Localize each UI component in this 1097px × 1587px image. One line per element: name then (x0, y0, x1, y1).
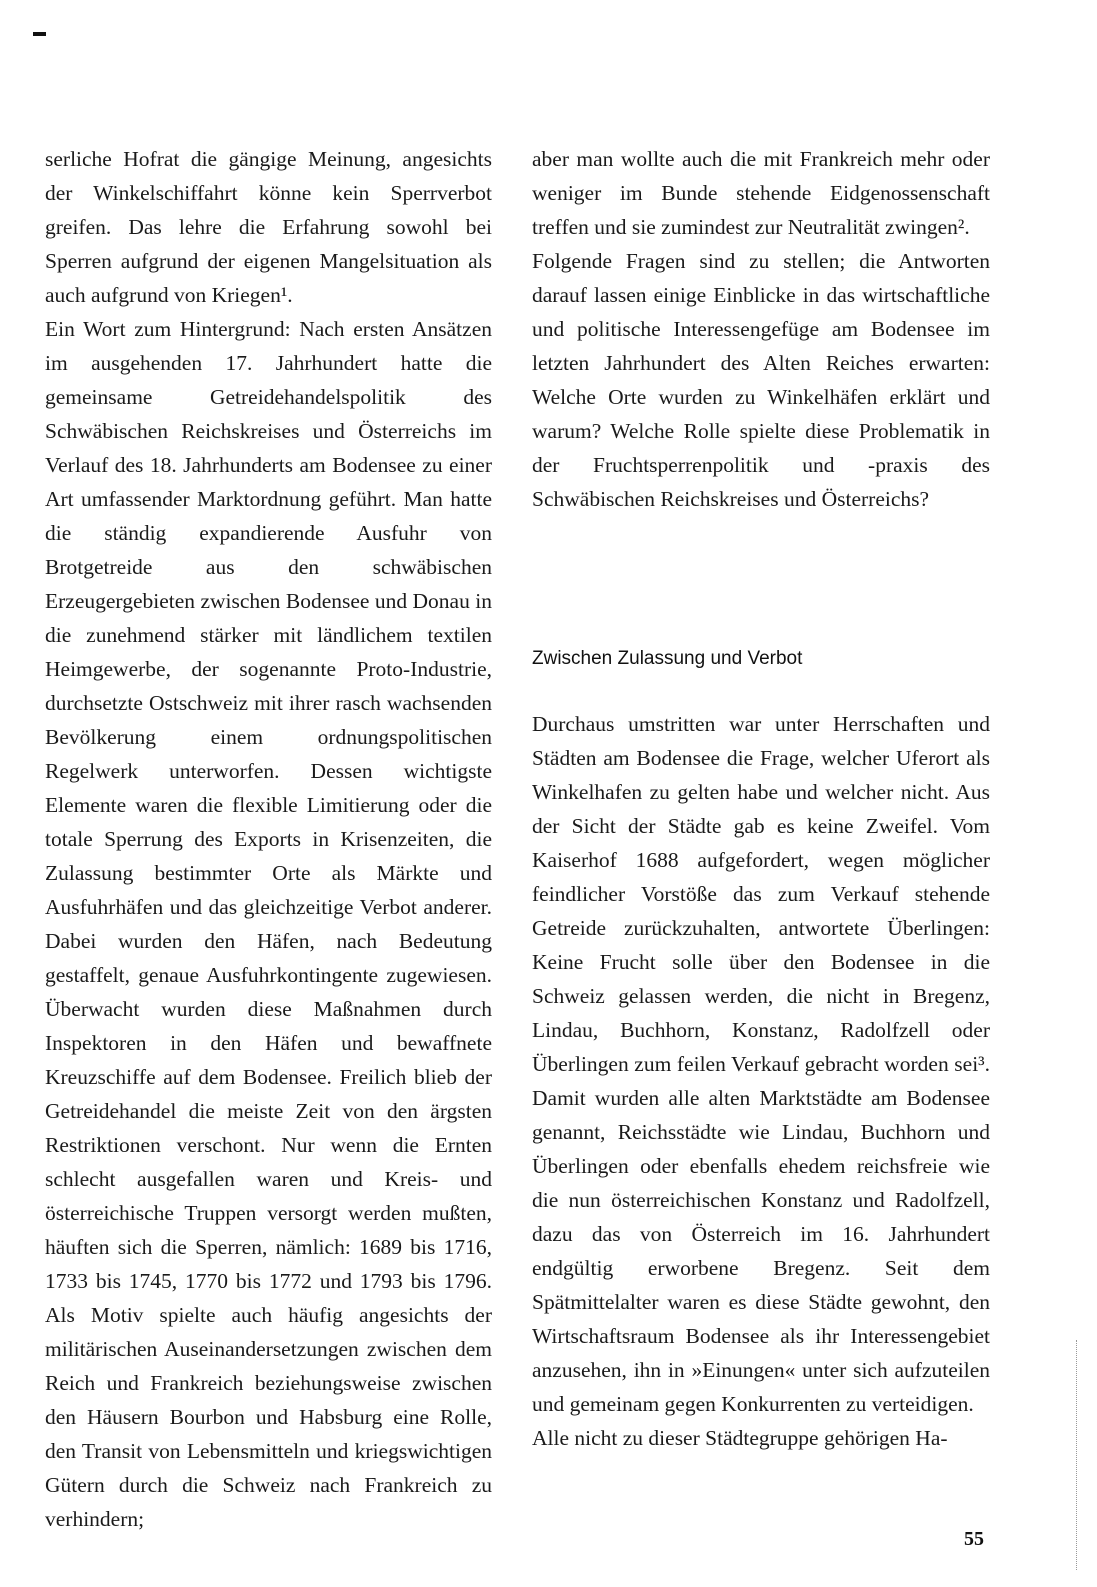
scan-edge-line (1076, 1340, 1078, 1570)
paragraph: serliche Hofrat die gängige Meinung, angesichts der Winkelschiffahrt könne kein Sperrverbot greifen. Das lehre die Erfahrung sowohl bei Sperren aufgrund der eigenen Mangelsituation als auch aufgrund von Kriegen¹. (45, 147, 492, 307)
paragraph: Folgende Fragen sind zu stellen; die Antworten darauf lassen einige Einblicke in das wirtschaftliche und politische Interessengefüge am Bodensee im letzten Jahrhundert des Alten Reiches erwarten: Welche Orte wurden zu Winkelhäfen erklärt und warum? Welche Rolle spielte diese Problematik in der Fruchtsperrenpolitik und -praxis des Schwäbischen Reichskreises und Österreichs? (532, 249, 990, 511)
right-column-top (532, 142, 990, 516)
paragraph: Ein Wort zum Hintergrund: Nach ersten Ansätzen im ausgehenden 17. Jahrhundert hatte die gemeinsame Getreidehandelspolitik des Schwäbischen Reichskreises und Österreichs im Verlauf des 18. Jahrhunderts am Bodensee zu einer Art umfassender Marktordnung geführt. Man hatte die ständig expandierende Ausfuhr von Brotgetreide aus den schwäbischen Erzeugergebieten zwischen Bodensee und Donau in die zunehmend stärker mit ländlichem textilen Heimgewerbe, der sogenannte Proto-Industrie, durchsetzte Ostschweiz mit ihrer rasch wachsenden Bevölkerung einem ordnungspolitischen Regelwerk unterworfen. Dessen wichtigste Elemente waren die flexible Limitierung oder die totale Sperrung des Exports in Krisenzeiten, die Zulassung bestimmter Orte als Märkte und Ausfuhrhäfen und das gleichzeitige Verbot anderer. Dabei wurden den Häfen, nach Bedeutung gestaffelt, genaue Ausfuhrkontingente zugewiesen. Überwacht wurden diese Maßnahmen durch Inspektoren in den Häfen und bewaffnete Kreuzschiffe auf dem Bodensee. Freilich blieb der Getreidehandel die meiste Zeit von den ärgsten Restriktionen verschont. Nur wenn die Ernten schlecht ausgefallen waren und Kreis- und österreichische Truppen versorgt werden mußten, häuften sich die Sperren, nämlich: 1689 bis 1716, 1733 bis 1745, 1770 bis 1772 und 1793 bis 1796. Als Motiv spielte auch häufig angesichts der militärischen Auseinandersetzungen zwischen dem Reich und Frankreich beziehungsweise zwischen den Häusern Bourbon und Habsburg eine Rolle, den Transit von Lebensmitteln und kriegswichtigen Gütern durch die Schweiz nach Frankreich zu verhindern; (45, 317, 492, 1531)
left-column (45, 142, 492, 1536)
right-column-section (532, 707, 990, 1455)
paragraph: Alle nicht zu dieser Städtegruppe gehörigen Ha- (532, 1426, 948, 1450)
paragraph: Durchaus umstritten war unter Herrschaften und Städten am Bodensee die Frage, welcher Uferort als Winkelhafen zu gelten habe und welcher nicht. Aus der Sicht der Städte gab es keine Zweifel. Vom Kaiserhof 1688 aufgefordert, wegen möglicher feindlicher Vorstöße das zum Verkauf stehende Getreide zurückzuhalten, antwortete Überlingen: Keine Frucht solle über den Bodensee in die Schweiz gelassen werden, die nicht in Bregenz, Lindau, Buchhorn, Konstanz, Radolfzell oder Überlingen zum feilen Verkauf gebracht worden sei³. Damit wurden alle alten Marktstädte am Bodensee genannt, Reichsstädte wie Lindau, Buchhorn und Überlingen oder ebenfalls ehedem reichsfreie wie die nun österreichischen Konstanz und Radolfzell, dazu das von Österreich im 16. Jahrhundert endgültig erworbene Bregenz. Seit dem Spätmittelalter waren es diese Städte gewohnt, den Wirtschaftsraum Bodensee als ihr Interessengebiet anzusehen, ihn in »Einungen« unter sich aufzuteilen und gemeinam gegen Konkurrenten zu verteidigen. (532, 712, 990, 1416)
paragraph: aber man wollte auch die mit Frankreich mehr oder weniger im Bunde stehende Eidgenossenschaft treffen und sie zumindest zur Neutralität zwingen². (532, 147, 990, 239)
page-corner-mark (33, 32, 46, 36)
page-number: 55 (964, 1528, 984, 1550)
section-heading: Zwischen Zulassung und Verbot (532, 648, 803, 669)
